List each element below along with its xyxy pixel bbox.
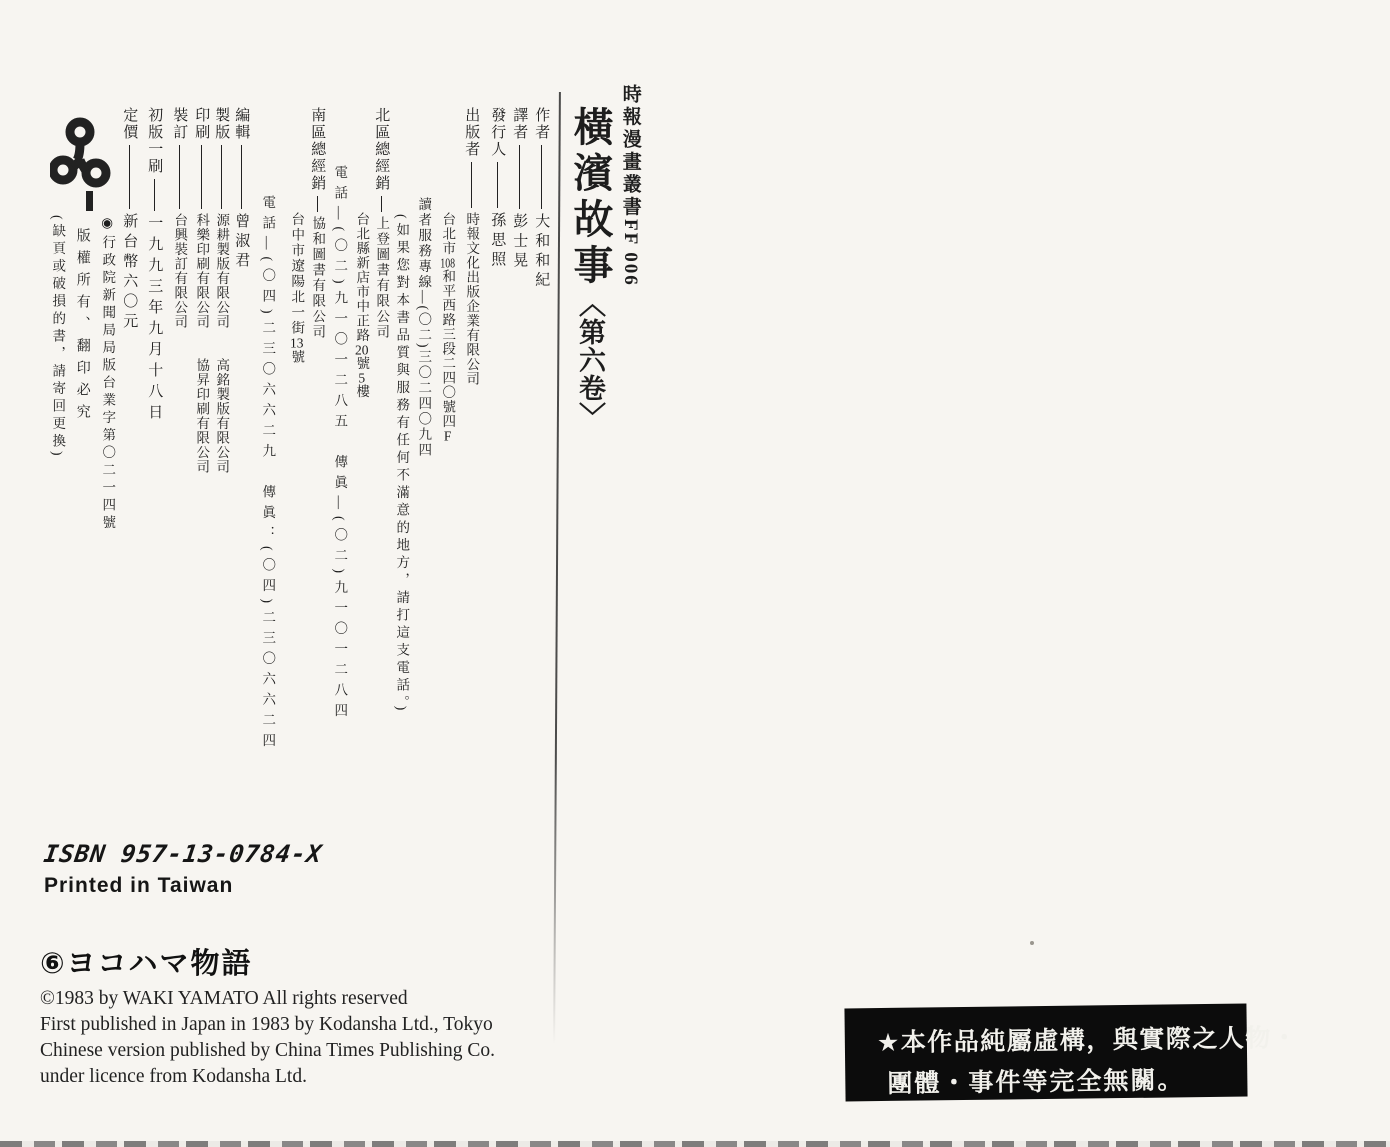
first-edition-label: 初版一刷: [146, 107, 163, 175]
leader-line: [471, 162, 472, 208]
english-copyright-block: [40, 986, 495, 1090]
issuer-value: 孫思照: [489, 212, 506, 271]
south-phone: 電話—(〇四)二三〇六六二九 傳眞：(〇四)二三〇六六二四: [260, 195, 276, 754]
disclaimer-line: 團體・事件等完全無關。: [887, 1066, 1185, 1098]
copyright-line: Chinese version published by China Times Publishing Co.: [40, 1040, 496, 1061]
printed-in-taiwan: Printed in Taiwan: [44, 874, 234, 897]
colophon-author: [532, 107, 551, 291]
printing-label: 印刷: [193, 107, 210, 141]
binding-value: 台興裝訂有限公司: [172, 213, 188, 329]
colophon-issuer: [488, 107, 507, 271]
leader-line: [541, 145, 542, 209]
plate-making-value: 源耕製版有限公司 高銘製版有限公司: [214, 213, 230, 474]
south-distributor: [308, 107, 327, 340]
book-title: [566, 106, 614, 430]
colophon-translator: [510, 107, 529, 272]
issuer-label: 發行人: [489, 107, 506, 158]
south-address: 台中市遼陽北一街13號: [289, 212, 305, 365]
colophon-first-edition: [145, 107, 164, 425]
colophon-editor: [232, 107, 251, 272]
service-note: (如果您對本書品質與服務有任何不滿意的地方，請打這支電話。): [394, 214, 410, 715]
japanese-title: ⑥ヨコハマ物語: [40, 948, 253, 980]
fold-divider-line: [553, 92, 561, 1044]
colophon-plate-making: [212, 107, 231, 474]
leader-line: [317, 196, 318, 212]
binding-label: 裝訂: [171, 107, 188, 141]
colophon-price: [120, 107, 139, 333]
north-distributor-value: 上登圖書有限公司: [374, 216, 390, 340]
series-name: [618, 84, 641, 287]
scan-speck: [1030, 941, 1034, 945]
scan-edge-artifact: [0, 1141, 1390, 1147]
translator-value: 彭士晃: [511, 213, 528, 272]
leader-line: [154, 179, 155, 211]
editor-label: 編輯: [233, 107, 250, 141]
publisher-address: 台北市108和平西路三段二四〇號四F: [440, 212, 456, 442]
author-label: 作者: [533, 107, 550, 141]
return-note: (缺頁或破損的書，請寄回更換): [50, 215, 66, 460]
series-code: FF 006: [619, 219, 641, 287]
leader-line: [221, 145, 222, 209]
leader-line: [201, 145, 202, 209]
fiction-disclaimer-box: [844, 1004, 1299, 1102]
copyright-line: ©1983 by WAKI YAMATO All rights reserved: [40, 988, 408, 1009]
south-distributor-label: 南區總經銷: [309, 107, 326, 192]
plate-making-label: 製版: [213, 107, 230, 141]
north-phone: 電話—(〇二)九一〇一二八五 傳眞—(〇二)九一〇一二八四: [332, 165, 348, 724]
colophon-publisher: [462, 107, 481, 386]
leader-line: [519, 145, 520, 209]
copyright-line: First published in Japan in 1983 by Kodansha Ltd., Tokyo: [40, 1014, 493, 1035]
disclaimer-line: ★本作品純屬虛構，與實際之人物・: [876, 1023, 1299, 1058]
leader-line: [241, 145, 242, 209]
editor-value: 曾淑君: [233, 213, 250, 272]
north-distributor: [372, 107, 391, 340]
price-value: 新台幣六〇元: [121, 213, 138, 333]
first-edition-value: 一九九三年九月十八日: [146, 215, 163, 425]
publisher-logo-icon: [50, 105, 112, 220]
publisher-value: 時報文化出版企業有限公司: [464, 212, 480, 386]
translator-label: 譯者: [511, 107, 528, 141]
author-value: 大和和紀: [533, 213, 550, 291]
gov-registration: ◉行政院新聞局局版台業字第〇二一四號: [100, 215, 116, 533]
south-distributor-value: 協和圖書有限公司: [310, 216, 326, 340]
copyright-line: under licence from Kodansha Ltd.: [40, 1066, 307, 1087]
reader-service-line: 讀者服務專線—(〇二)三〇二四〇九四: [416, 197, 432, 458]
leader-line: [381, 196, 382, 212]
book-title-volume: 〈第六卷〉: [575, 290, 605, 430]
north-distributor-label: 北區總經銷: [373, 107, 390, 192]
north-address: 台北縣新店市中正路20號5樓: [354, 212, 370, 399]
leader-line: [129, 145, 130, 209]
leader-line: [497, 162, 498, 208]
colophon-binding: [170, 107, 189, 329]
book-title-main: 橫濱故事: [568, 106, 613, 290]
leader-line: [179, 145, 180, 209]
printing-value: 科樂印刷有限公司 協昇印刷有限公司: [194, 213, 210, 474]
publisher-label: 出版者: [463, 107, 480, 158]
colophon-printing: [192, 107, 211, 474]
copyright-notice: 版權所有、翻印必究: [74, 228, 90, 426]
series-label: 時報漫畫叢書: [619, 84, 641, 219]
isbn-number: ISBN 957-13-0784-X: [42, 840, 325, 868]
price-label: 定價: [121, 107, 138, 141]
